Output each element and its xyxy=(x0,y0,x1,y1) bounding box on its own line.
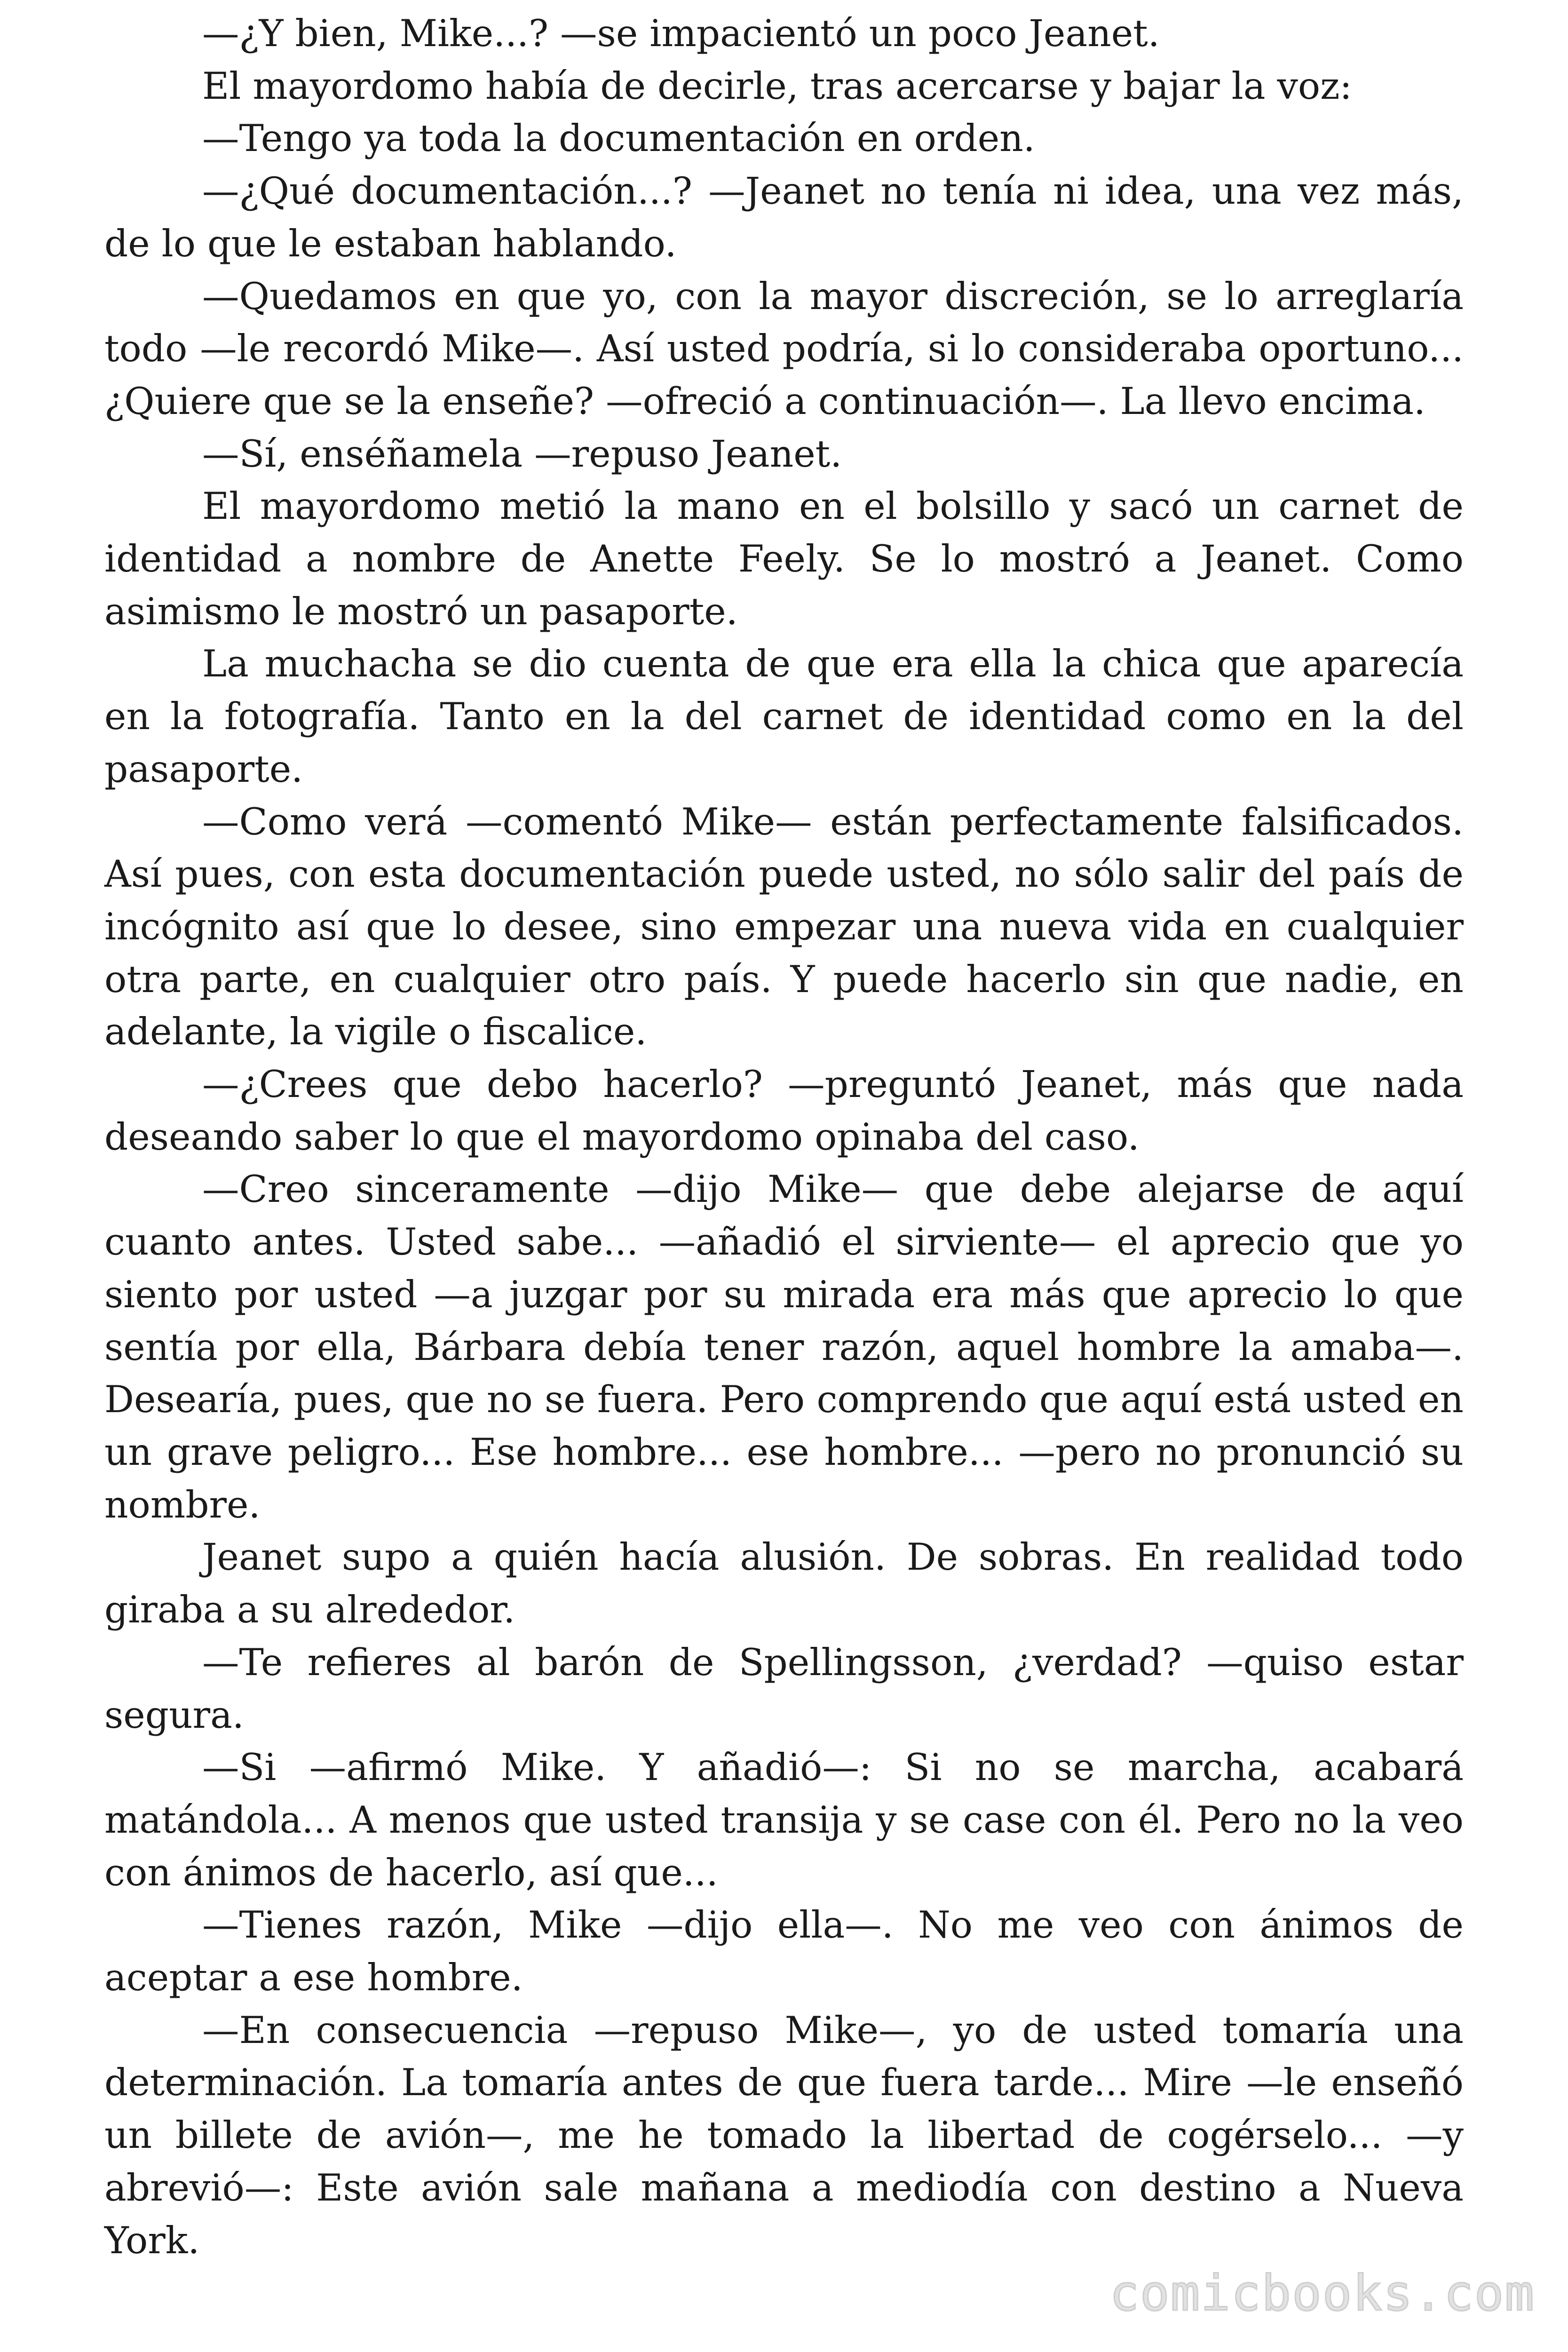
paragraph: —¿Qué documentación...? —Jeanet no tenía ni idea, una vez más, de lo que le estaban hablando. xyxy=(104,169,1464,265)
paragraph: —Tengo ya toda la documentación en orden. xyxy=(202,117,1035,160)
paragraph: —Como verá —comentó Mike— están perfectamente falsificados. Así pues, con esta documentación puede usted, no sólo salir del país de incógnito así que lo desee, sino empezar una nueva vida en cualquier otra parte, en cualquier otro país. Y puede hacerlo sin que nadie, en adelante, la vigile o fiscalice. xyxy=(104,800,1464,1054)
paragraph: —Te refieres al barón de Spellingsson, ¿verdad? —quiso estar segura. xyxy=(104,1640,1464,1737)
paragraph: —Sí, enséñamela —repuso Jeanet. xyxy=(202,432,842,476)
paragraph: —¿Y bien, Mike...? —se impacientó un poco Jeanet. xyxy=(202,12,1160,55)
paragraph: —Tienes razón, Mike —dijo ella—. No me veo con ánimos de aceptar a ese hombre. xyxy=(104,1903,1464,2000)
page-text xyxy=(104,8,1464,2267)
paragraph: —Si —afirmó Mike. Y añadió—: Si no se marcha, acabará matándola... A menos que usted transija y se case con él. Pero no la veo con ánimos de hacerlo, así que... xyxy=(104,1746,1464,1894)
paragraph: —¿Crees que debo hacerlo? —preguntó Jeanet, más que nada deseando saber lo que el mayordomo opinaba del caso. xyxy=(104,1063,1464,1159)
paragraph: La muchacha se dio cuenta de que era ella la chica que aparecía en la fotografía. Tanto en la del carnet de identidad como en la del pasaporte. xyxy=(104,642,1464,791)
paragraph: —En consecuencia —repuso Mike—, yo de usted tomaría una determinación. La tomaría antes de que fuera tarde... Mire —le enseñó un billete de avión—, me he tomado la libertad de cogérselo... —y abrevió—: Este avión sale mañana a mediodía con destino a Nueva York. xyxy=(104,2008,1464,2262)
watermark: comicbooks.com xyxy=(1109,2265,1535,2322)
paragraph: Jeanet supo a quién hacía alusión. De sobras. En realidad todo giraba a su alrededor. xyxy=(104,1535,1464,1632)
paragraph: El mayordomo había de decirle, tras acercarse y bajar la voz: xyxy=(202,64,1352,108)
paragraph: —Creo sinceramente —dijo Mike— que debe alejarse de aquí cuanto antes. Usted sabe... —añadió el sirviente— el aprecio que yo siento por usted —a juzgar por su mirada era más que aprecio lo que sentía por ella, Bárbara debía tener razón, aquel hombre la amaba—. Desearía, pues, que no se fuera. Pero comprendo que aquí está usted en un grave peligro... Ese hombre... ese hombre... —pero no pronunció su nombre. xyxy=(104,1168,1464,1526)
paragraph: El mayordomo metió la mano en el bolsillo y sacó un carnet de identidad a nombre de Anette Feely. Se lo mostró a Jeanet. Como asimismo le mostró un pasaporte. xyxy=(104,485,1464,633)
paragraph: —Quedamos en que yo, con la mayor discreción, se lo arreglaría todo —le recordó Mike—. Así usted podría, si lo consideraba oportuno... ¿Quiere que se la enseñe? —ofreció a continuación—. La llevo encima. xyxy=(104,274,1464,423)
